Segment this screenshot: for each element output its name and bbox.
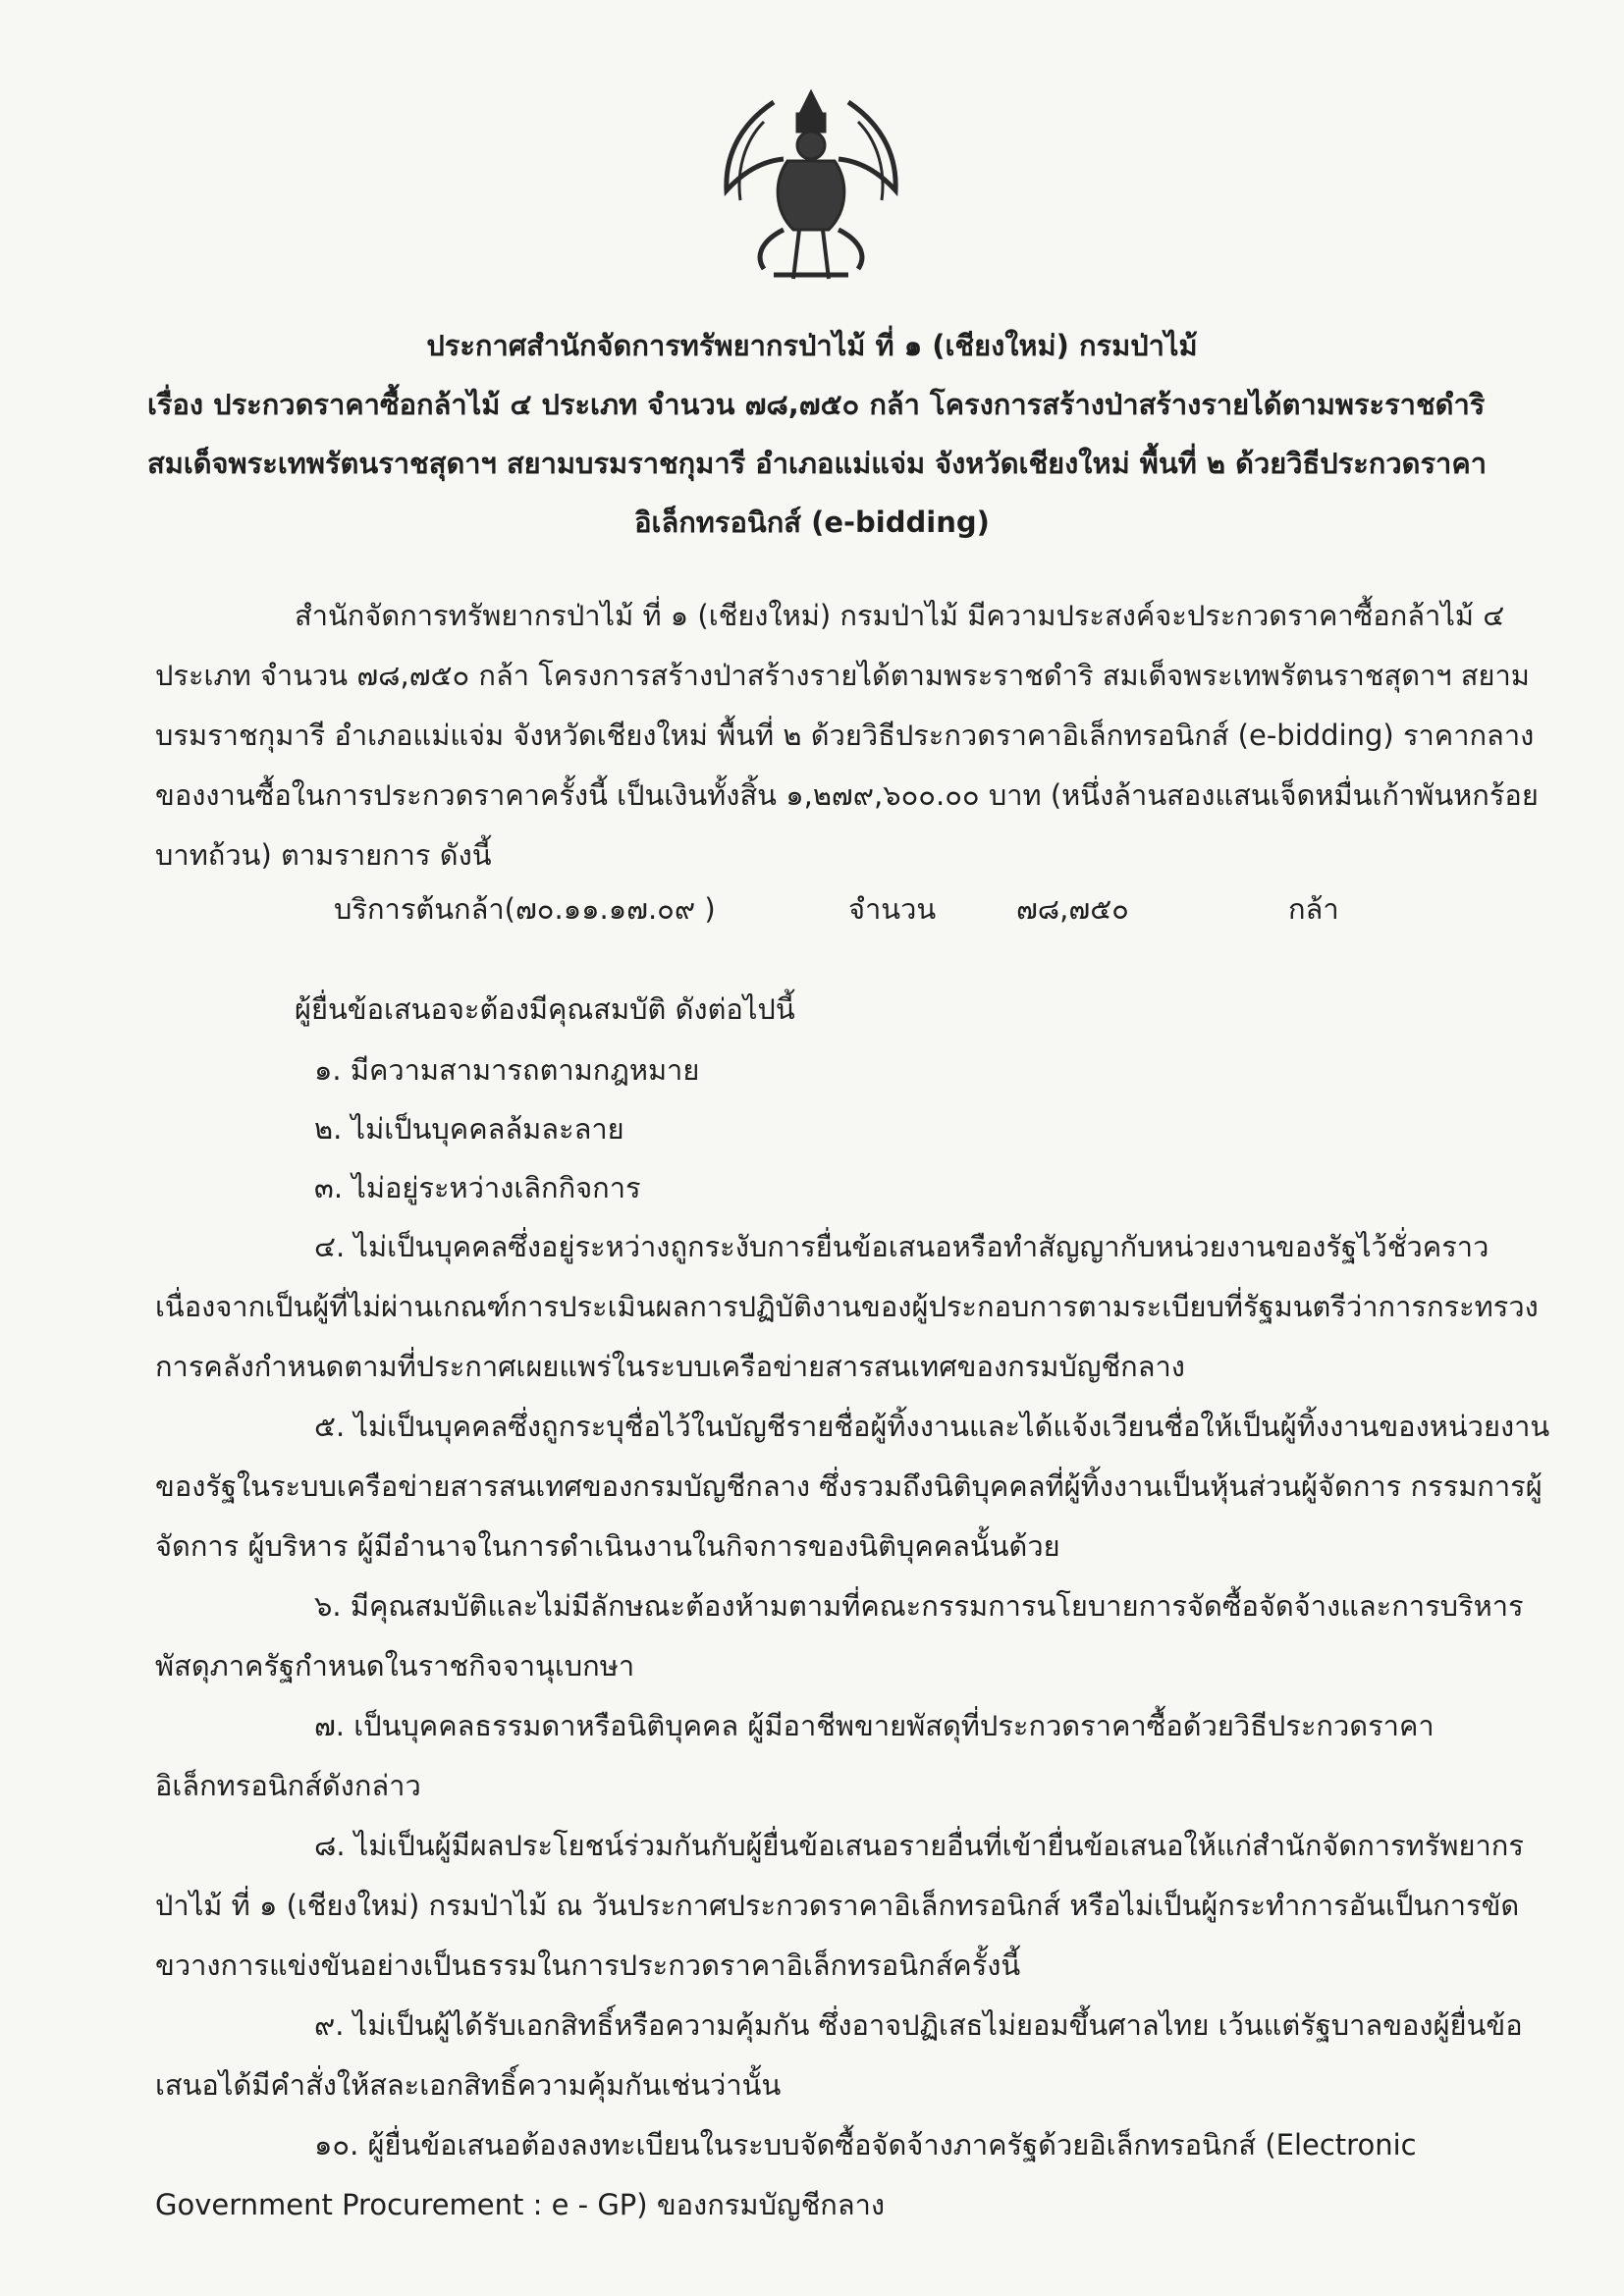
garuda-emblem-icon [705, 82, 917, 289]
qualification-line: ๕. ไม่เป็นบุคคลซึ่งถูกระบุชื่อไว้ในบัญชีรายชื่อผู้ทิ้งงานและได้แจ้งเวียนชื่อให้เป็นผู้ทิ้งงานของหน่วยงาน [314, 1410, 1550, 1443]
announcement-header [147, 316, 1488, 552]
intro-line: สำนักจัดการทรัพยากรป่าไม้ ที่ ๑ (เชียงใหม่) กรมป่าไม้ มีความประสงค์จะประกวดราคาซื้อกล้าไม้ ๔ [295, 599, 1505, 632]
qualification-line: ๙. ไม่เป็นผู้ได้รับเอกสิทธิ์หรือความคุ้มกัน ซึ่งอาจปฏิเสธไม่ยอมขึ้นศาลไทย เว้นแต่รัฐบาลของผู้ยื่นข้อ [314, 2008, 1523, 2042]
qualification-line: เสนอได้มีคำสั่งให้สละเอกสิทธิ์ความคุ้มกันเช่นว่านั้น [155, 2068, 782, 2102]
qualification-line: ๑. มีความสามารถตามกฎหมาย [314, 1053, 700, 1087]
qualification-line: ๒. ไม่เป็นบุคคลล้มละลาย [314, 1112, 624, 1146]
qualification-line: Government Procurement : e - GP) ของกรมบัญชีกลาง [155, 2188, 886, 2221]
qualification-line: พัสดุภาครัฐกำหนดในราชกิจจานุเบกษา [155, 1649, 635, 1682]
qualification-line: ๔. ไม่เป็นบุคคลซึ่งอยู่ระหว่างถูกระงับการยื่นข้อเสนอหรือทำสัญญากับหน่วยงานของรัฐไว้ชั่วคราว [314, 1230, 1489, 1263]
announcement-title: ประกาศสำนักจัดการทรัพยากรป่าไม้ ที่ ๑ (เชียงใหม่) กรมป่าไม้ [426, 329, 1198, 362]
subject-line-1: เรื่อง ประกวดราคาซื้อกล้าไม้ ๔ ประเภท จำนวน ๗๘,๗๕๐ กล้า โครงการสร้างป่าสร้างรายได้ตามพระราชดำริ [147, 388, 1486, 421]
item-name: บริการต้นกล้า(๗๐.๑๑.๑๗.๐๙ ) [334, 892, 716, 926]
intro-line: บรมราชกุมารี อำเภอแม่แจ่ม จังหวัดเชียงใหม่ พื้นที่ ๒ ด้วยวิธีประกวดราคาอิเล็กทรอนิกส์ (e-bidding) ราคากลาง [155, 719, 1535, 752]
qualification-line: เนื่องจากเป็นผู้ที่ไม่ผ่านเกณฑ์การประเมินผลการปฏิบัติงานของผู้ประกอบการตามระเบียบที่รัฐมนตรีว่าการกระทรวง [155, 1290, 1539, 1323]
intro-line: ประเภท จำนวน ๗๘,๗๕๐ กล้า โครงการสร้างป่าสร้างรายได้ตามพระราชดำริ สมเด็จพระเทพรัตนราชสุดาฯ สยาม [155, 659, 1530, 692]
qualification-line: ๓. ไม่อยู่ระหว่างเลิกกิจการ [314, 1171, 641, 1204]
qualifications-heading: ผู้ยื่นข้อเสนอจะต้องมีคุณสมบัติ ดังต่อไปนี้ [295, 992, 795, 1026]
qualification-line: ๖. มีคุณสมบัติและไม่มีลักษณะต้องห้ามตามที่คณะกรรมการนโยบายการจัดซื้อจัดจ้างและการบริหาร [314, 1589, 1524, 1623]
intro-line: ของงานซื้อในการประกวดราคาครั้งนี้ เป็นเงินทั้งสิ้น ๑,๒๗๙,๖๐๐.๐๐ บาท (หนึ่งล้านสองแสนเจ็ดหมื่นเก้าพันหกร้อย [155, 778, 1539, 812]
subject-line-3: อิเล็กทรอนิกส์ (e-bidding) [634, 506, 990, 539]
item-qty: ๗๘,๗๕๐ [1016, 892, 1129, 926]
qualification-line: ๘. ไม่เป็นผู้มีผลประโยชน์ร่วมกันกับผู้ยื่นข้อเสนอรายอื่นที่เข้ายื่นข้อเสนอให้แก่สำนักจัดการทรัพยากร [314, 1829, 1524, 1862]
qualification-line: อิเล็กทรอนิกส์ดังกล่าว [155, 1769, 421, 1802]
item-unit: กล้า [1288, 892, 1339, 926]
qualification-line: การคลังกำหนดตามที่ประกาศเผยแพร่ในระบบเครือข่ายสารสนเทศของกรมบัญชีกลาง [155, 1350, 1185, 1383]
qualification-line: จัดการ ผู้บริหาร ผู้มีอำนาจในการดำเนินงานในกิจการของนิติบุคคลนั้นด้วย [155, 1529, 1060, 1563]
intro-line: บาทถ้วน) ตามรายการ ดังนี้ [155, 838, 492, 872]
qualification-line: ของรัฐในระบบเครือข่ายสารสนเทศของกรมบัญชีกลาง ซึ่งรวมถึงนิติบุคคลที่ผู้ทิ้งงานเป็นหุ้นส่วนผู้จัดการ กรรมการผู้ [155, 1469, 1543, 1503]
qualification-line: ๗. เป็นบุคคลธรรมดาหรือนิติบุคคล ผู้มีอาชีพขายพัสดุที่ประกวดราคาซื้อด้วยวิธีประกวดราคา [314, 1709, 1435, 1742]
qualification-line: ๑๐. ผู้ยื่นข้อเสนอต้องลงทะเบียนในระบบจัดซื้อจัดจ้างภาครัฐด้วยอิเล็กทรอนิกส์ (Electronic [314, 2128, 1417, 2162]
item-qty-label: จำนวน [848, 892, 937, 926]
qualification-line: ขวางการแข่งขันอย่างเป็นธรรมในการประกวดราคาอิเล็กทรอนิกส์ครั้งนี้ [155, 1949, 1021, 1982]
subject-line-2: สมเด็จพระเทพรัตนราชสุดาฯ สยามบรมราชกุมารี อำเภอแม่แจ่ม จังหวัดเชียงใหม่ พื้นที่ ๒ ด้วยวิธีประกวดราคา [147, 447, 1488, 480]
qualification-line: ป่าไม้ ที่ ๑ (เชียงใหม่) กรมป่าไม้ ณ วันประกาศประกวดราคาอิเล็กทรอนิกส์ หรือไม่เป็นผู้กระทำการอันเป็นการขัด [155, 1889, 1520, 1922]
